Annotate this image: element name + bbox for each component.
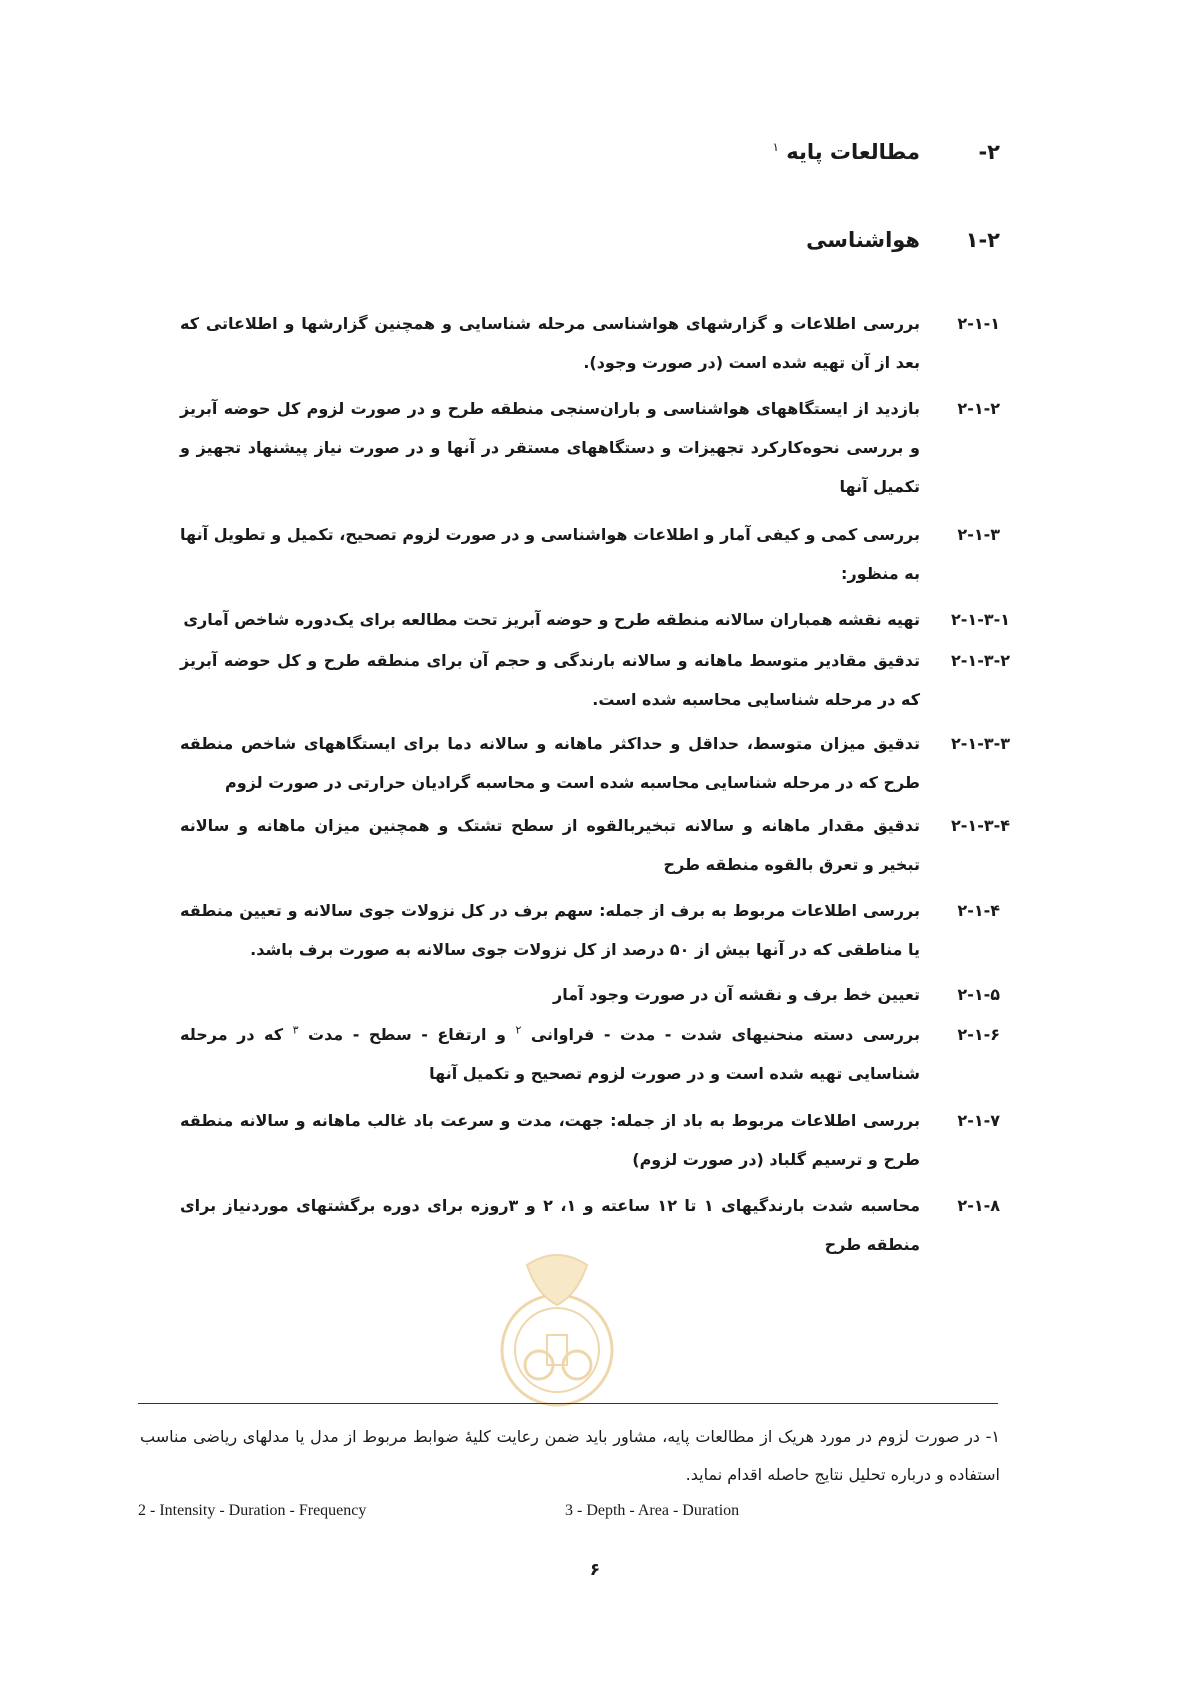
list-item: ۲-۱-۳-۳ تدقیق میزان متوسط، حداقل و حداکثر ماهانه و سالانه دما برای ایستگاههای شاخص منطقه طرح که در مرحله شناسایی محاسبه شده است و محاسبه گرادیان حرارتی در صورت لزوم: [180, 734, 1010, 792]
footnote-ref: ۳: [292, 1023, 299, 1037]
list-item: ۲-۱-۲ بازدید از ایستگاههای هواشناسی و باران‌سنجی منطقه طرح و در صورت لزوم کل حوضه آبریز و بررسی نحوه‌کارکرد تجهیزات و دستگاههای مستقر در آنها و در صورت نیاز پیشنهاد تجهیز و تکمیل آنها: [180, 399, 1000, 496]
list-item: ۲-۱-۱ بررسی اطلاعات و گزارشهای هواشناسی مرحله شناسایی و همچنین گزارشها و اطلاعاتی که بعد از آن تهیه شده است (در صورت وجود).: [180, 314, 1000, 372]
list-item: ۲-۱-۳-۴ تدقیق مقدار ماهانه و سالانه تبخیربالقوه از سطح تشتک و همچنین میزان ماهانه و سالانه تبخیر و تعرق بالقوه منطقه طرح: [180, 816, 1010, 874]
list-item: ۲-۱-۳-۲ تدقیق مقادیر متوسط ماهانه و سالانه بارندگی و حجم آن برای منطقه طرح و کل حوضه آبریز که در مرحله شناسایی محاسبه شده است.: [180, 651, 1010, 709]
section-number: ۲-: [978, 140, 1000, 164]
list-item: ۲-۱-۸ محاسبه شدت بارندگیهای ۱ تا ۱۲ ساعته و ۱، ۲ و ۳روزه برای دوره برگشتهای موردنیاز برای منطقه طرح: [180, 1196, 1000, 1254]
section-title: مطالعات پایه: [786, 140, 920, 164]
list-item: ۲-۱-۴ بررسی اطلاعات مربوط به برف از جمله: سهم برف در کل نزولات جوی سالانه و تعیین منطقه یا مناطقی که در آنها بیش از ۵۰ درصد از کل نزولات جوی سالانه به صورت برف باشد.: [180, 901, 1000, 959]
footnote-ref: ۲: [515, 1023, 522, 1037]
list-item: ۲-۱-۳ بررسی کمی و کیفی آمار و اطلاعات هواشناسی و در صورت لزوم تصحیح، تکمیل و تطویل آنها به منظور:: [180, 525, 1000, 583]
list-item: ۲-۱-۷ بررسی اطلاعات مربوط به باد از جمله: جهت، مدت و سرعت باد غالب ماهانه و سالانه منطقه طرح و ترسیم گلباد (در صورت لزوم): [180, 1111, 1000, 1169]
subsection-title: هواشناسی: [806, 228, 920, 252]
list-item: ۲-۱-۳-۱ تهیه نقشه همباران سالانه منطقه طرح و حوضه آبریز تحت مطالعه برای یک‌دوره شاخص آماری: [183, 610, 1010, 629]
section-heading: [772, 140, 1000, 164]
subsection-number: ۱-۲: [965, 228, 1000, 252]
footnote-ref: ۱: [772, 140, 779, 154]
footnote-1: ۱- در صورت لزوم در مورد هریک از مطالعات پایه، مشاور باید ضمن رعایت کلیهٔ ضوابط مربوط از مدل یا مدلهای ریاضی مناسب استفاده و درباره تحلیل نتایج حاصله اقدام نماید.: [140, 1427, 1000, 1484]
list-item: ۲-۱-۵ تعیین خط برف و نقشه آن در صورت وجود آمار: [553, 985, 1000, 1004]
footnote-divider: [138, 1403, 998, 1404]
footnote-2: 2 - Intensity - Duration - Frequency: [138, 1502, 367, 1519]
footnote-3: 3 - Depth - Area - Duration: [565, 1502, 740, 1519]
page-number: ۶: [589, 1560, 601, 1580]
watermark-seal-icon: [497, 1245, 617, 1415]
subsection-heading: [806, 228, 1000, 252]
list-item: ۲-۱-۶ بررسی دسته منحنیهای شدت - مدت - فراوانی $^۲$ و ارتفاع - سطح - مدت $^۳$ که در مرحله شناسایی تهیه شده است و در صورت لزوم تصحیح و تکمیل آنها: [180, 1023, 1000, 1083]
